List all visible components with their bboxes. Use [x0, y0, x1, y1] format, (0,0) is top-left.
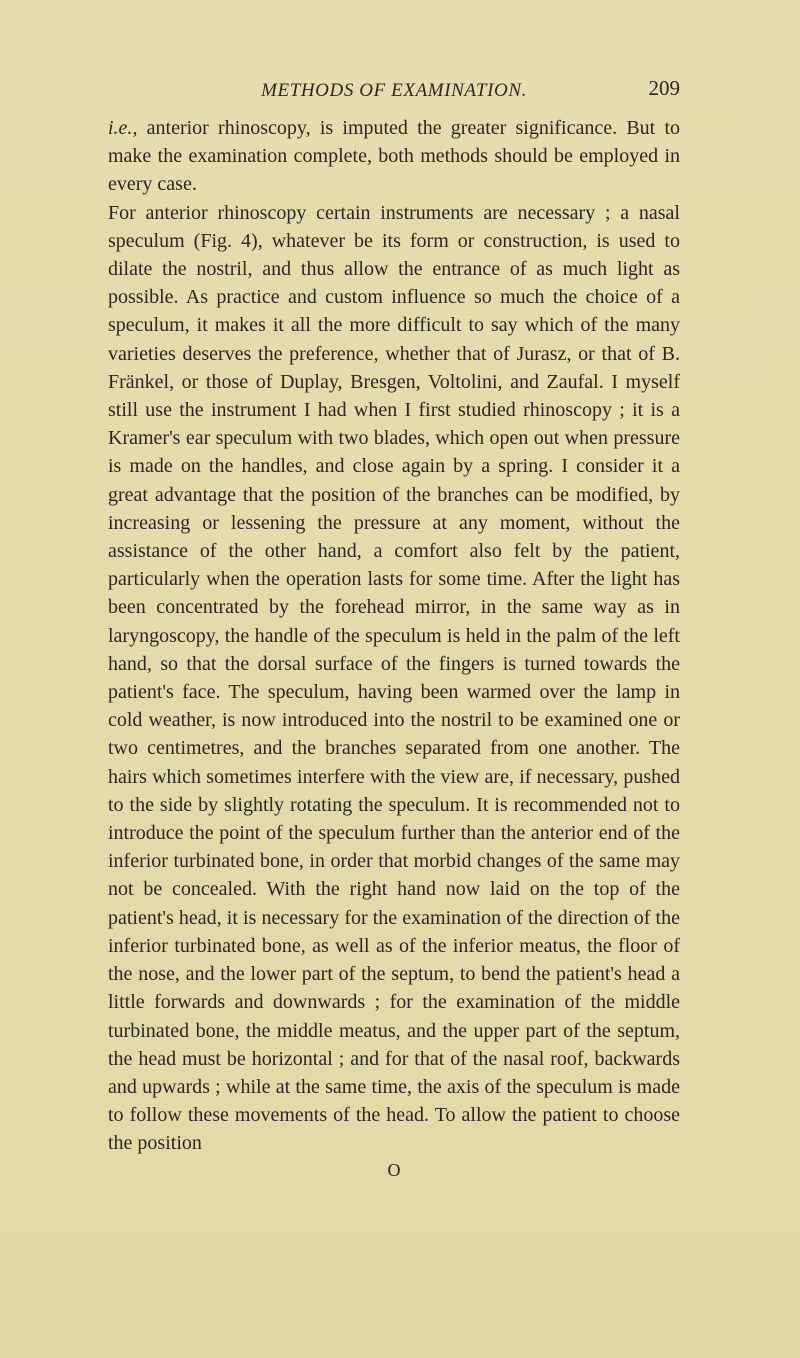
italic-abbreviation: i.e.: [108, 117, 133, 139]
paragraph-2-text: For anterior rhinoscopy certain instruments are necessary ; a nasal speculum (Fig. 4), whatever be its form or construction, is used to dilate the nostril, and thus allow the entrance of as much light as possible. As practice and custom influence so much the choice of a speculum, it makes it all the more difficult to say which of the many varieties deserves the preference, whether that of Jurasz, or that of B. Fränkel, or those of Duplay, Bresgen, Voltolini, and Zaufal. I myself still use the instrument I had when I first studied rhinoscopy ; it is a Kramer's ear speculum with two blades, which open out when pressure is made on the handles, and close again by a spring. I consider it a great advantage that the position of the branches can be modified, by increasing or lessening the pressure at any moment, without the assistance of the other hand, a comfort also felt by the patient, particularly when the operation lasts for some time. After the light has been concentrated by the forehead mirror, in the same way as in laryngoscopy, the handle of the speculum is held in the palm of the left hand, so that the dorsal surface of the fingers is turned towards the patient's face. The speculum, having been warmed over the lamp in cold weather, is now introduced into the nostril to be examined one or two centimetres, and the branches separated from one another. The hairs which sometimes interfere with the view are, if necessary, pushed to the side by slightly rotating the speculum. It is recommended not to introduce the point of the speculum further than the anterior end of the inferior turbinated bone, in order that morbid changes of the same may not be concealed. With the right hand now laid on the top of the patient's head, it is necessary for the examination of the direction of the inferior turbinated bone, as well as of the inferior meatus, the floor of the nose, and the lower part of the septum, to bend the patient's head a little forwards and downwards ; for the examination of the middle turbinated bone, the middle meatus, and the upper part of the septum, the head must be horizontal ; and for that of the nasal roof, backwards and upwards ; while at the same time, the axis of the speculum is made to follow these movements of the head. To allow the patient to choose the position: [108, 201, 680, 1155]
paragraph-2: [108, 199, 680, 1158]
paragraph-1: [108, 114, 680, 199]
body-text: [108, 114, 680, 1158]
page-number: 209: [648, 76, 680, 100]
running-head: METHODS OF EXAMINATION.: [261, 80, 527, 101]
signature-mark: O: [387, 1160, 401, 1180]
page-header: [108, 76, 680, 106]
paragraph-1-text: , anterior rhinoscopy, is imputed the greater significance. But to make the examination complete, both methods should be employed in every case.: [108, 117, 680, 196]
